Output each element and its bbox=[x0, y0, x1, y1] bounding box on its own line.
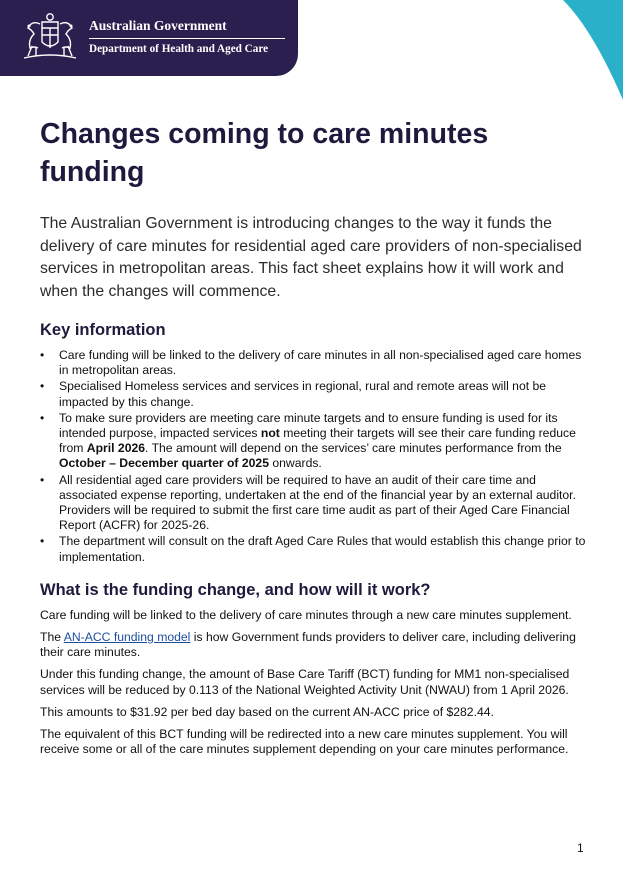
coat-of-arms-icon bbox=[16, 10, 84, 62]
body-paragraph: This amounts to $31.92 per bed day based on the current AN-ACC price of $282.44. bbox=[40, 704, 494, 719]
body-paragraph: Care funding will be linked to the delivery of care minutes through a new care minutes supplement. bbox=[40, 607, 572, 622]
list-item-text: onwards. bbox=[268, 456, 322, 471]
government-name: Australian Government bbox=[89, 18, 227, 33]
list-item-text: The department will consult on the draft Aged Care Rules that would establish this change prior to implementation. bbox=[59, 534, 586, 564]
list-item-text: . The amount will depend on the services’ care minutes performance from the bbox=[145, 441, 562, 456]
list-item bbox=[40, 473, 588, 534]
banner-divider bbox=[89, 38, 285, 39]
page-title: Changes coming to care minutes funding bbox=[40, 118, 489, 188]
list-item bbox=[40, 411, 588, 472]
document-content bbox=[40, 115, 588, 764]
list-item bbox=[40, 348, 588, 378]
emphasis-date: April 2026 bbox=[86, 441, 146, 456]
list-item-text: To make sure providers are meeting care minute targets and to ensure funding is used for its intended purpose, impacted services bbox=[59, 410, 558, 441]
government-banner bbox=[0, 0, 298, 76]
paragraph-text: is how Government funds providers to deliver care, including delivering their care minutes. bbox=[40, 630, 576, 660]
bullet-icon: • bbox=[40, 379, 45, 394]
paragraph-text: The bbox=[40, 630, 64, 645]
list-item-text: meeting their targets will see their care funding reduce from bbox=[59, 426, 576, 456]
department-name: Department of Health and Aged Care bbox=[89, 43, 269, 55]
decorative-swoosh bbox=[563, 0, 623, 110]
list-item bbox=[40, 534, 588, 564]
bullet-icon: • bbox=[40, 348, 45, 362]
body-paragraph: The equivalent of this BCT funding will be redirected into a new care minutes supplement. You will receive some or all of the care minutes supplement depending on your care minutes performance. bbox=[40, 727, 569, 757]
emphasis-text: not bbox=[260, 426, 280, 441]
an-acc-funding-model-link[interactable]: AN-ACC funding model bbox=[63, 630, 191, 645]
list-item-text: All residential aged care providers will be required to have an audit of their care time and associated expense reporting, undertaken at the end of the financial year by an external auditor. Providers will be required to submit the first care time audit as part of their Aged Care Financial Report (ACFR) for 2025-26. bbox=[59, 472, 576, 533]
key-information-list bbox=[40, 348, 588, 565]
body-paragraph: Under this funding change, the amount of Base Care Tariff (BCT) funding for MM1 non-specialised services will be reduced by 0.113 of the National Weighted Activity Unit (NWAU) from 1 April 2026. bbox=[40, 667, 570, 697]
list-item-text: Care funding will be linked to the delivery of care minutes in all non-specialised aged care homes in metropolitan areas. bbox=[59, 348, 582, 378]
page-number: 1 bbox=[577, 841, 584, 855]
list-item bbox=[40, 379, 588, 409]
bullet-icon: • bbox=[40, 472, 45, 487]
bullet-icon: • bbox=[40, 534, 45, 549]
intro-paragraph: The Australian Government is introducing changes to the way it funds the delivery of care minutes for residential aged care providers of non-specialised services in metropolitan areas. This fact sheet explains how it will work and when the changes will commence. bbox=[40, 215, 582, 300]
funding-change-heading: What is the funding change, and how will it work? bbox=[40, 580, 431, 599]
bullet-icon: • bbox=[40, 410, 45, 425]
list-item-text: Specialised Homeless services and services in regional, rural and remote areas will not be impacted by this change. bbox=[59, 379, 547, 409]
emphasis-quarter: October – December quarter of 2025 bbox=[59, 456, 269, 471]
body-paragraph bbox=[40, 630, 588, 660]
key-information-heading: Key information bbox=[40, 321, 166, 339]
